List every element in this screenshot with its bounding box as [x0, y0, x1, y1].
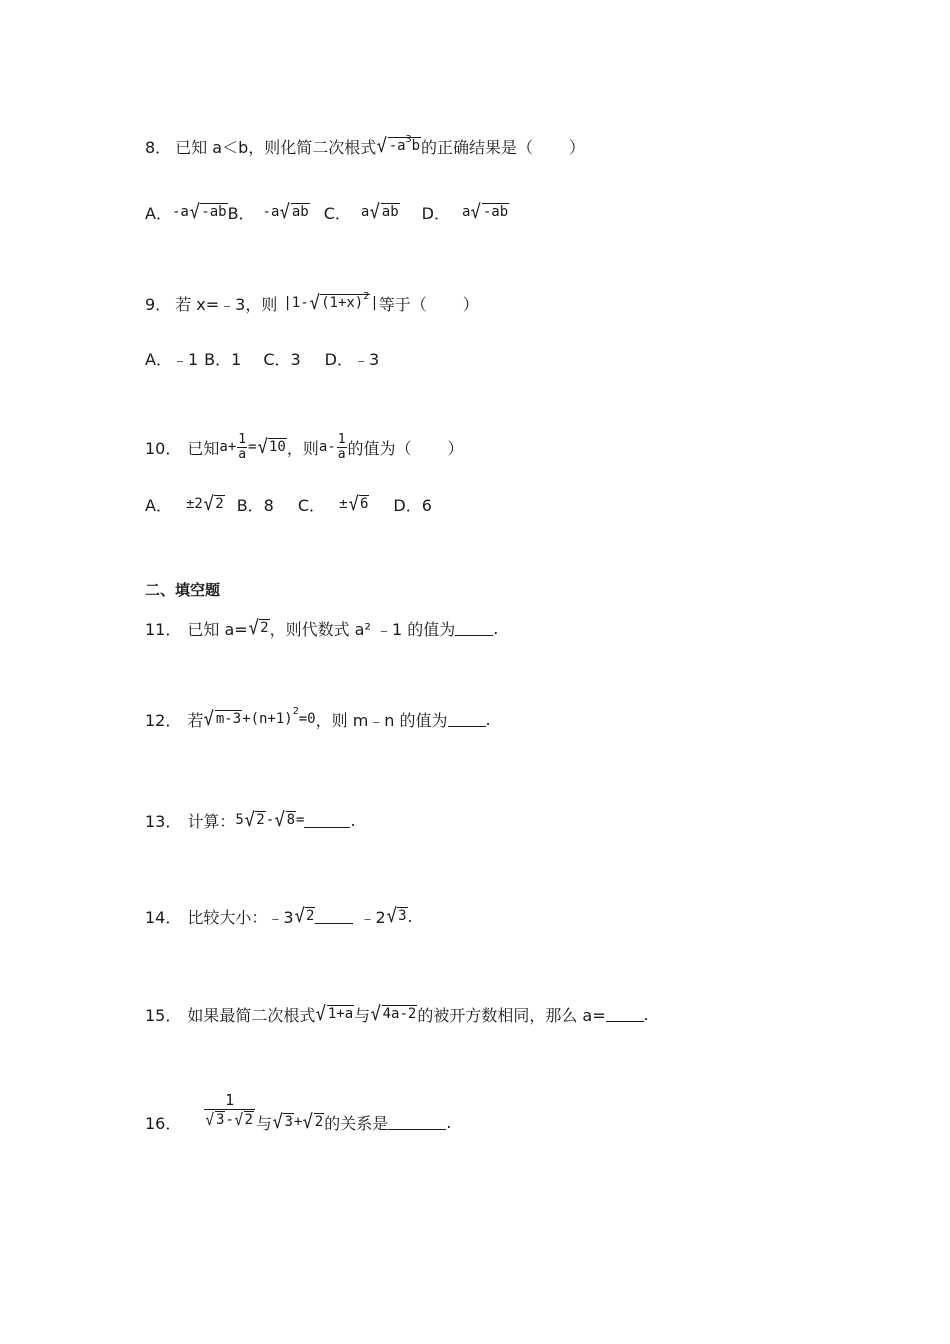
question-9-options [145, 345, 379, 371]
option-b[interactable]: B． -a √ ab [227, 200, 309, 223]
question-9 [145, 285, 479, 321]
option-d[interactable]: D． a √ -ab [421, 200, 509, 223]
answer-blank[interactable] [388, 1115, 446, 1130]
radical-expression [376, 134, 421, 157]
equation: √ m-3 +(n+1) 2 =0 [203, 705, 316, 730]
section-heading: 二、填空题 [145, 580, 221, 599]
question-15: 15． 如果最简二次根式 √ 1+a 与 √ 4a-2 的被开方数相同，那么 a= . [145, 1002, 649, 1025]
option-a[interactable]: A．﹣1 [145, 349, 199, 369]
question-stem: 若 [187, 710, 204, 730]
question-stem: 若 x=﹣3，则 [175, 294, 278, 314]
question-stem-tail: 的正确结果是（ [421, 137, 534, 157]
radical-sum: √ 3 + √ 2 [272, 1110, 324, 1133]
radical-expression: √ 1+a [315, 1002, 354, 1025]
radicand: $-a^3b$ [388, 134, 421, 155]
radical-sign: √ [376, 134, 388, 157]
question-number: 8． [145, 137, 172, 157]
question-stem: 已知 a= [187, 619, 248, 639]
question-10-options [145, 489, 432, 519]
paren-close: ） [569, 137, 586, 157]
option-a[interactable]: A． ±2 √ 2 [145, 492, 224, 515]
radical-expression: √ 3 [386, 904, 407, 927]
fraction-expression: 1 √ 3 - √ 2 [205, 1090, 253, 1129]
question-16: 16． 1 √ 3 - √ 2 与 √ 3 + √ 2 的关系是 . [145, 1090, 452, 1133]
option-c[interactable]: C． ± √ 6 [297, 492, 369, 515]
option-b[interactable]: B．8 [236, 495, 274, 515]
question-12: 12． 若 √ m-3 +(n+1) 2 =0 ，则 m﹣n 的值为 . [145, 705, 491, 730]
question-stem: 比较大小：﹣3 [187, 907, 294, 927]
question-stem: 计算： [187, 811, 236, 831]
expression: a- $\frac{1}{a}$ [318, 431, 346, 462]
question-stem: 如果最简二次根式 [187, 1005, 316, 1025]
option-d[interactable]: D．6 [393, 495, 432, 515]
answer-blank[interactable] [455, 621, 493, 636]
question-number: 14． [145, 907, 182, 927]
option-b[interactable]: B．1 [204, 349, 242, 369]
paren-close: ） [462, 294, 479, 314]
question-number: 15． [145, 1005, 182, 1025]
question-number: 11． [145, 619, 182, 639]
question-stem-tail: 的关系是 [324, 1113, 389, 1133]
option-a[interactable]: A． -a √ -ab [145, 200, 227, 223]
question-stem-tail: ，则代数式 a² ﹣1 的值为 [269, 619, 456, 639]
question-10 [145, 422, 464, 472]
question-number: 12． [145, 710, 182, 730]
question-stem-tail: ，则 m﹣n 的值为 [315, 710, 448, 730]
expression: 5 √ 2 - √ 8 = [235, 808, 305, 831]
option-c[interactable]: C．3 [263, 349, 301, 369]
answer-blank[interactable] [606, 1007, 644, 1022]
option-d[interactable]: D．﹣3 [324, 349, 380, 369]
question-stem: 已知 a＜b，则化简二次根式 [175, 137, 377, 157]
question-8 [145, 128, 585, 164]
equation: a+ $\frac{1}{a}$ = √ 10 [219, 431, 286, 462]
question-stem-tail: 的被开方数相同，那么 a= [417, 1005, 606, 1025]
question-number: 16． [145, 1113, 182, 1133]
absolute-value-expression: |1- √ $(1+x)^2$ | [283, 291, 379, 314]
question-number: 13． [145, 811, 182, 831]
question-number: 9． [145, 294, 172, 314]
paren-close: ） [447, 438, 464, 458]
question-11: 11． 已知 a= √ 2 ，则代数式 a² ﹣1 的值为 . [145, 616, 499, 639]
radical-expression: √ 4a-2 [370, 1002, 417, 1025]
radical-expression: √ 2 [294, 904, 315, 927]
answer-blank[interactable] [448, 712, 486, 727]
question-13: 13． 计算： 5 √ 2 - √ 8 = . [145, 808, 356, 831]
answer-blank[interactable] [304, 813, 350, 828]
option-c[interactable]: C． a √ ab [323, 200, 399, 223]
question-stem: 已知 [187, 438, 220, 458]
question-stem-mid: ，则 [286, 438, 319, 458]
answer-blank[interactable] [315, 909, 353, 924]
question-14: 14． 比较大小：﹣3 √ 2 ﹣2 √ 3 . [145, 904, 413, 927]
question-stem-tail: 等于（ [378, 294, 427, 314]
radical-expression: √ 2 [248, 616, 269, 639]
question-8-options [145, 197, 509, 227]
question-stem-tail: 的值为（ [347, 438, 412, 458]
question-number: 10． [145, 438, 182, 458]
